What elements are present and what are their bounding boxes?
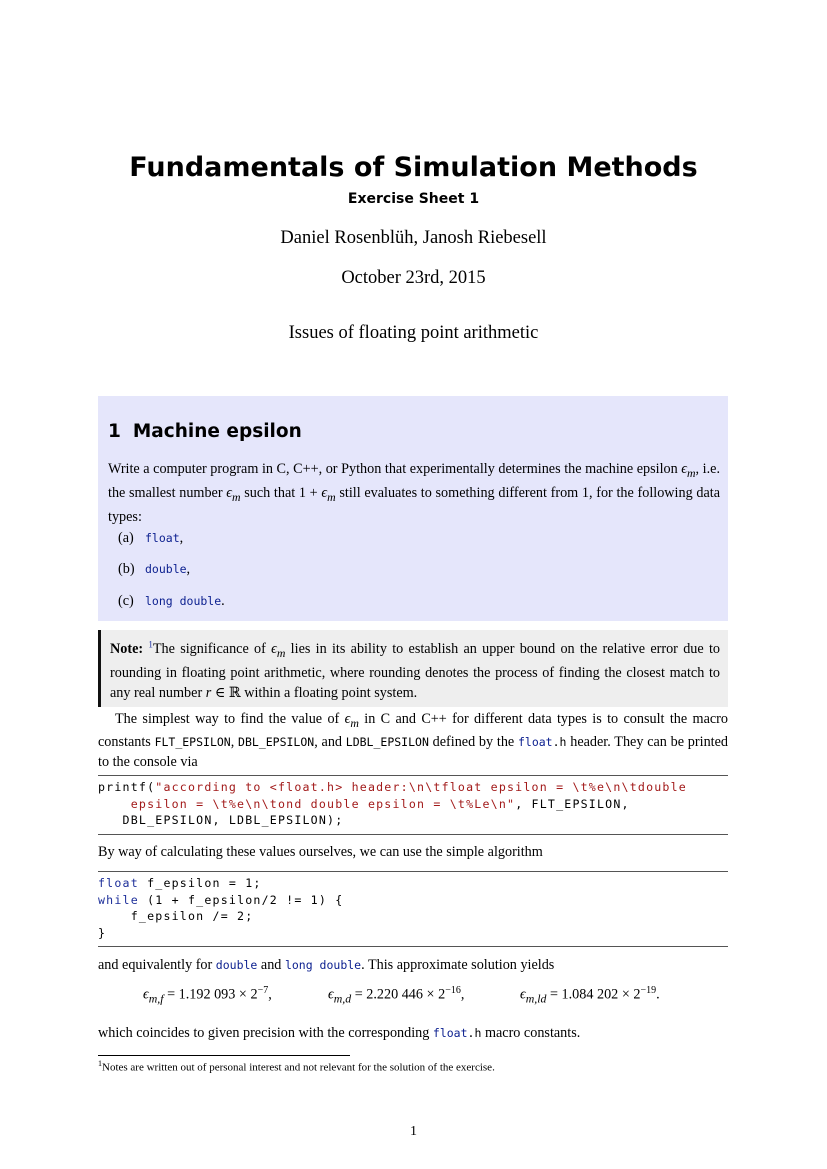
code-line: DBL_EPSILON, LDBL_EPSILON);: [98, 813, 344, 827]
code-text: f_epsilon = 1;: [138, 876, 262, 890]
section-number: 1: [108, 421, 121, 442]
code-block-algorithm: [98, 871, 728, 947]
header-ext: .h: [552, 735, 567, 750]
footnote: [98, 1059, 495, 1074]
authors: Daniel Rosenblüh, Janosh Riebesell: [280, 228, 547, 248]
list-item-code: float: [145, 531, 180, 545]
equation-punct: ,: [268, 986, 272, 1003]
exercise-text-part: still evaluates to something different from 1, for the following data types:: [108, 484, 720, 525]
list-item-label: (c): [118, 593, 134, 609]
list-item-tail: ,: [179, 530, 184, 546]
flt-epsilon-const: FLT_EPSILON: [154, 735, 231, 750]
code-string: epsilon = \t%e\n\tond double epsilon = \t%Le\n": [98, 796, 516, 811]
code-line: [98, 892, 728, 909]
equation-long-double: [520, 985, 660, 1007]
paragraph-text: ,: [230, 734, 239, 751]
inline-code: float: [432, 1026, 468, 1040]
exercise-text-part: , i.e. the smallest number: [108, 461, 720, 501]
paragraph-conclusion: [98, 1024, 728, 1044]
exercise-text-part: Write a computer program in C, C++, or Python that experimentally determines the machine epsilon: [108, 461, 682, 477]
equation-value: = 1.084 202 × 2: [549, 986, 641, 1003]
equation-double: [328, 985, 464, 1007]
code-text: , FLT_EPSILON,: [515, 796, 630, 811]
note-text-part: The significance of: [152, 641, 272, 657]
section-title: Machine epsilon: [132, 421, 302, 442]
paragraph-results-intro: [98, 956, 728, 976]
paragraph-text: macro constants.: [481, 1025, 581, 1041]
paragraph-text: . This approximate solution yields: [361, 957, 555, 973]
r-symbol: r: [205, 684, 212, 701]
code-keyword: while: [98, 892, 139, 907]
exercise-text: [108, 459, 720, 527]
note-text: [110, 639, 720, 703]
exercise-box: [98, 396, 728, 621]
paragraph-text: and equivalently for: [98, 957, 216, 973]
document-title: Fundamentals of Simulation Methods: [129, 152, 698, 183]
note-box: [98, 630, 728, 707]
dbl-epsilon-const: DBL_EPSILON: [238, 735, 315, 750]
equation-float: [143, 985, 272, 1007]
paragraph-text: defined by the: [428, 734, 518, 751]
epsilon-symbol: ϵ: [344, 711, 351, 727]
list-item-label: (b): [118, 561, 135, 577]
paragraph-algorithm-intro: By way of calculating these values ourselves, we can use the simple algorithm: [98, 844, 543, 860]
list-item: [118, 561, 190, 578]
list-item: [118, 593, 225, 610]
paragraph-macro-constants: [98, 710, 728, 772]
paragraph-text: header. They can be printed to the console via: [98, 734, 728, 770]
section-heading: [108, 421, 302, 442]
exercise-text-part: such that 1 +: [240, 484, 322, 501]
note-text-part: within a floating point system.: [240, 684, 418, 701]
paragraph-text: in C and C++ for different data types is to consult the macro constants: [98, 711, 728, 751]
code-line: f_epsilon /= 2;: [98, 909, 254, 923]
list-item-code: double: [145, 562, 187, 576]
code-line: [98, 779, 728, 796]
equation-subscript: m,f: [148, 991, 164, 1006]
topic: Issues of floating point arithmetic: [288, 323, 539, 343]
code-line: [98, 796, 728, 813]
epsilon-symbol: ϵ: [520, 986, 526, 1003]
epsilon-symbol: ϵ: [321, 484, 328, 501]
code-block-printf: [98, 775, 728, 835]
equation-punct: ,: [460, 986, 465, 1003]
footnote-rule: [98, 1055, 350, 1056]
document-subtitle: Exercise Sheet 1: [347, 191, 480, 207]
header-name: float: [517, 735, 553, 750]
inline-code: .h: [467, 1026, 482, 1040]
page-number: 1: [410, 1124, 417, 1139]
paragraph-text: and: [257, 957, 285, 973]
code-keyword: float: [98, 876, 139, 890]
list-item-tail: ,: [186, 561, 191, 577]
epsilon-subscript: m: [231, 489, 241, 504]
paragraph-text: which coincides to given precision with the corresponding: [98, 1025, 433, 1041]
epsilon-symbol: ϵ: [226, 484, 232, 501]
epsilon-subscript: m: [687, 465, 696, 480]
code-text: (1 + f_epsilon/2 != 1) {: [138, 892, 344, 907]
equation-exponent: −19: [640, 985, 657, 996]
list-item-code: long double: [145, 594, 222, 608]
epsilon-subscript: m: [350, 715, 359, 730]
footnote-text: Notes are written out of personal interest and not relevant for the solution of the exercise.: [102, 1061, 495, 1074]
footnote-mark: 1: [98, 1059, 102, 1068]
paragraph-text: , and: [314, 734, 346, 751]
list-item-tail: .: [221, 593, 225, 609]
code-line: }: [98, 925, 107, 940]
note-text-part: lies in its ability to establish an upper bound on the relative error due to rounding in floating point arithmetic, where rounding denotes the process of finding the closest match to any real number: [110, 641, 720, 701]
inline-code: long double: [284, 958, 362, 972]
equation-value: = 2.220 446 × 2: [354, 986, 446, 1003]
equation-exponent: −7: [257, 985, 269, 996]
list-item-label: (a): [118, 530, 134, 546]
list-item: [118, 530, 183, 547]
footnote-link[interactable]: 1: [148, 639, 153, 650]
note-label: Note:: [110, 641, 144, 657]
in-reals: ∈ ℝ: [211, 684, 241, 701]
equation-subscript: m,d: [333, 991, 352, 1006]
epsilon-symbol: ϵ: [271, 641, 277, 657]
code-string: "according to <float.h> header:\n\tfloat epsilon = \t%e\n\tdouble: [155, 780, 687, 794]
equation-punct: .: [656, 986, 660, 1003]
epsilon-symbol: ϵ: [143, 986, 149, 1003]
date: October 23rd, 2015: [341, 268, 486, 288]
equation-subscript: m,ld: [525, 991, 547, 1006]
paragraph-text: The simplest way to find the value of: [115, 711, 345, 727]
epsilon-subscript: m: [276, 645, 286, 660]
epsilon-subscript: m: [327, 489, 336, 504]
epsilon-symbol: ϵ: [681, 461, 687, 477]
epsilon-symbol: ϵ: [328, 986, 334, 1003]
equation-exponent: −16: [445, 985, 461, 996]
equation-value: = 1.192 093 × 2: [167, 986, 258, 1003]
code-line: [98, 875, 728, 892]
inline-code: double: [215, 958, 258, 972]
code-text: printf(: [98, 780, 156, 794]
ldbl-epsilon-const: LDBL_EPSILON: [345, 735, 429, 750]
